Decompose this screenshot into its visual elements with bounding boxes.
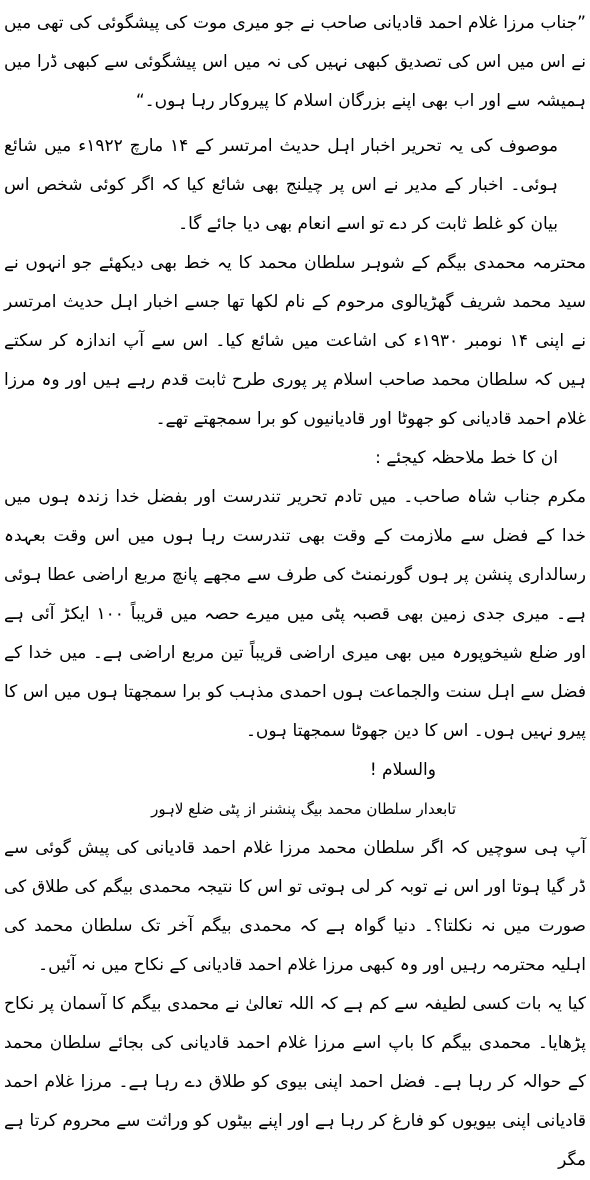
salutation-line: والسلام ! [369, 760, 436, 780]
published-paragraph: موصوف کی یہ تحریر اخبار اہل حدیث امرتسر کے ۱۴ مارچ ۱۹۲۲ء میں شائع ہوئی۔ اخبار کے مدیر نے اس پر چیلنج بھی شائع کیا کہ اگر کوئی شخص اس بیان کو غلط ثابت کر دے تو اسے انعام بھی دیا جائے گا۔ [4, 136, 558, 234]
quote-paragraph: ”جناب مرزا غلام احمد قادیانی صاحب نے جو میری موت کی پیشگوئی کی تھی میں نے اس میں اس کی تصدیق کبھی نہیں کی نہ میں اس پیشگوئی سے کبھی ڈرا میں ہمیشہ سے اور اب بھی اپنے بزرگان اسلام کا پیروکار رہا ہوں۔“ [4, 13, 586, 111]
signature-line: تابعدار سلطان محمد بیگ پنشنر از پٹی ضلع لاہور [151, 800, 456, 818]
reflection-paragraph: آپ ہی سوچیں کہ اگر سلطان محمد مرزا غلام احمد قادیانی کی پیش گوئی سے ڈر گیا ہوتا اور اس نے توبہ کر لی ہوتی تو اس کا نتیجہ محمدی بیگم کی طلاق کی صورت میں نہ نکلتا؟۔ دنیا گواہ ہے کہ محمدی بیگم آخر تک سلطان محمد کی اہلیہ محترمہ رہیں اور وہ کبھی مرزا غلام احمد قادیانی کے نکاح میں نہ آئیں۔ [4, 838, 586, 975]
letter-intro-paragraph: محترمہ محمدی بیگم کے شوہر سلطان محمد کا یہ خط بھی دیکھئے جو انہوں نے سید محمد شریف گھڑیالوی مرحوم کے نام لکھا تھا جسے اخبار اہل حدیث امرتسر نے اپنی ۱۴ نومبر ۱۹۳۰ء کی اشاعت میں شائع کیا۔ اس سے آپ اندازہ کر سکتے ہیں کہ سلطان محمد صاحب اسلام پر پوری طرح ثابت قدم رہے ہیں اور وہ مرزا غلام احمد قادیانی کو جھوٹا اور قادیانیوں کو برا سمجھتے تھے۔ [4, 253, 586, 429]
read-letter-line: ان کا خط ملاحظہ کیجئے : [375, 448, 558, 468]
letter-body-paragraph: مکرم جناب شاہ صاحب۔ میں تادم تحریر تندرست اور بفضل خدا زندہ ہوں میں خدا کے فضل سے ملازمت کے وقت بھی تندرست رہا ہوں میں اس وقت بعہدہ رسالداری پنشن پر ہوں گورنمنٹ کی طرف سے مجھے پانچ مربع اراضی عطا ہوئی ہے۔ میری جدی زمین بھی قصبہ پٹی میں میرے حصہ میں قریباً ۱۰۰ ایکڑ آئی ہے اور ضلع شیخوپورہ میں بھی میری اراضی قریباً تین مربع اراضی ہے۔ میں خدا کے فضل سے اہل سنت والجماعت ہوں احمدی مذہب کو برا سمجھتا ہوں میں اس کا پیرو نہیں ہوں۔ اس کا دین جھوٹا سمجھتا ہوں۔ [4, 487, 586, 741]
irony-paragraph: کیا یہ بات کسی لطیفہ سے کم ہے کہ اللہ تعالیٰ نے محمدی بیگم کا آسمان پر نکاح پڑھایا۔ محمدی بیگم کا باپ اسے مرزا غلام احمد قادیانی کی بجائے سلطان محمد کے حوالہ کر رہا ہے۔ فضل احمد اپنی بیوی کو طلاق دے رہا ہے۔ مرزا غلام احمد قادیانی اپنی بیویوں کو فارغ کر رہا ہے اور اپنے بیٹوں کو وراثت سے محروم کرتا ہے مگر [4, 994, 586, 1170]
